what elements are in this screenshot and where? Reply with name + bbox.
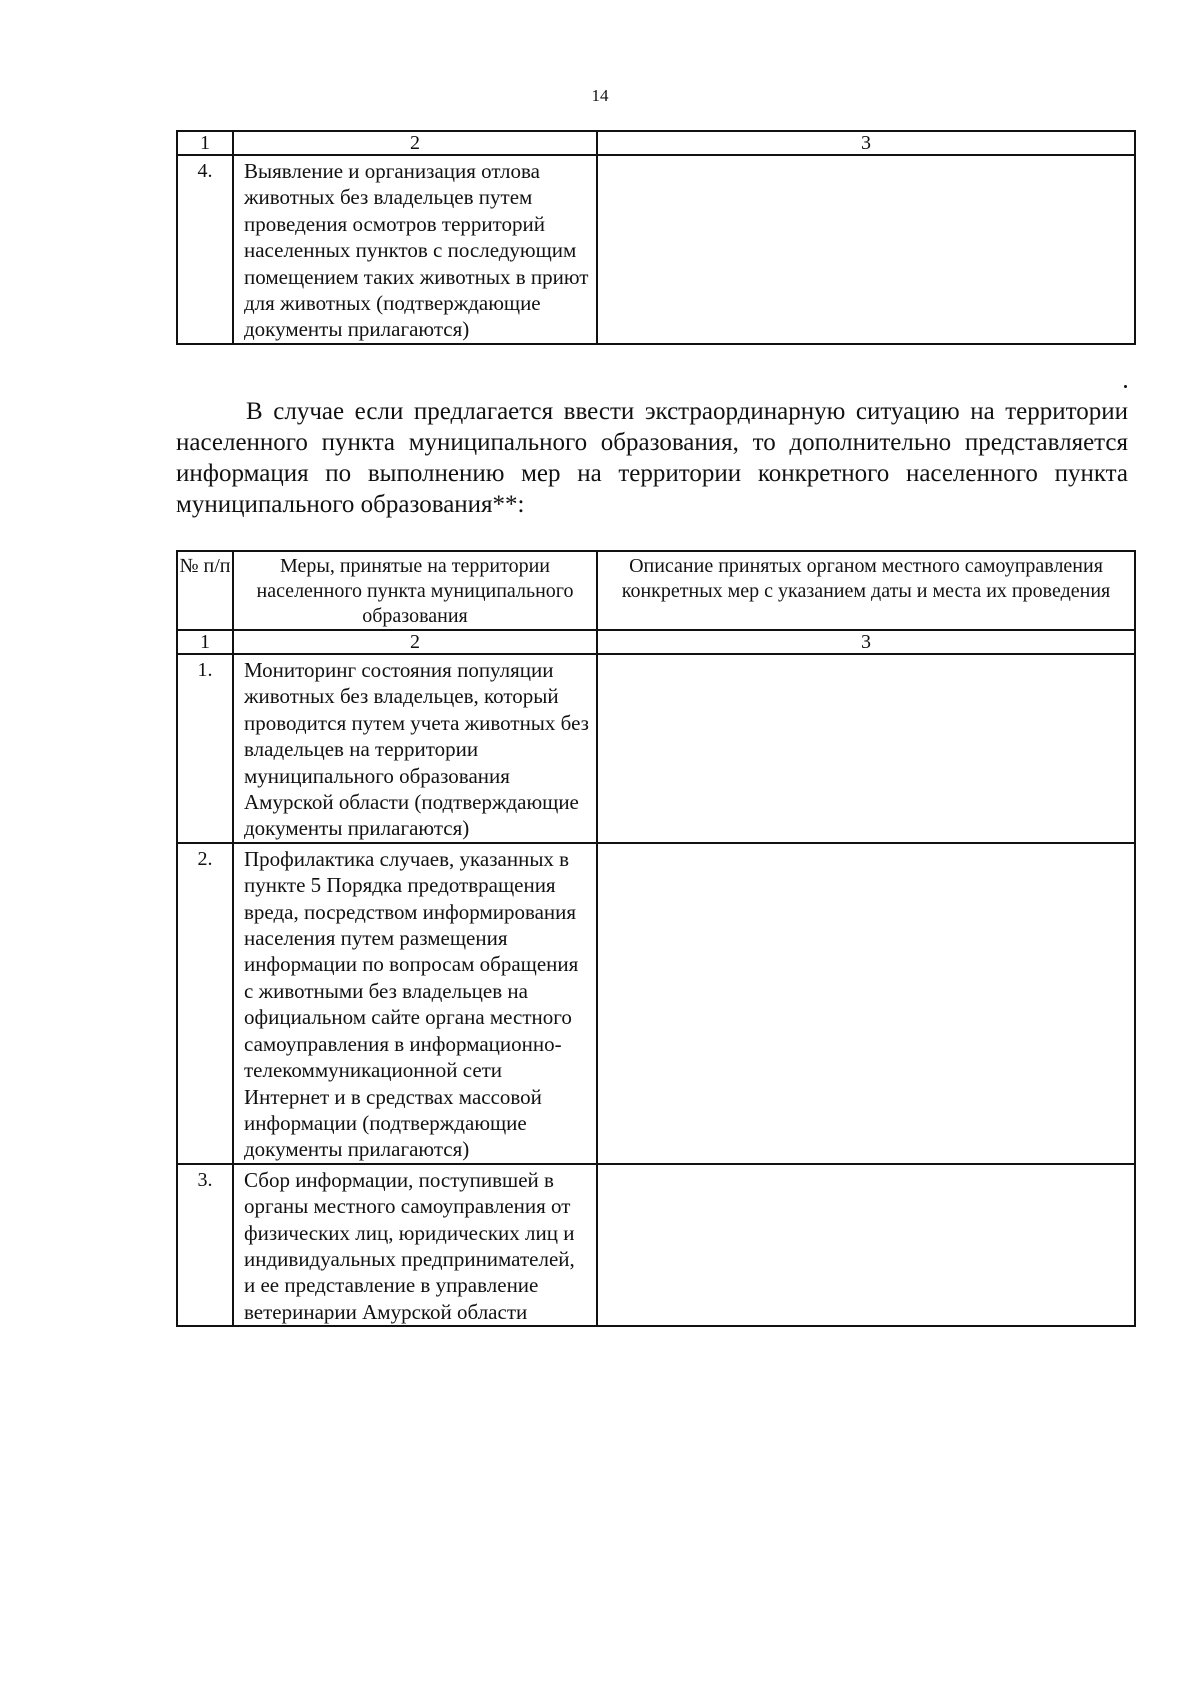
column-number: 1 (177, 630, 233, 654)
description-cell[interactable] (597, 843, 1135, 1164)
description-cell[interactable] (597, 155, 1135, 344)
measure-cell: Мониторинг состояния популяции животных без владельцев, который проводится путем учета животных без владельцев на территории муниципального образования Амурской области (подтверждающие документы прилагаются) (233, 654, 597, 843)
body-paragraph (176, 396, 1128, 520)
row-index: 4. (177, 155, 233, 344)
table-row (177, 155, 1135, 344)
column-number: 3 (597, 131, 1135, 155)
measure-cell: Сбор информации, поступившей в органы местного самоуправления от физических лиц, юридических лиц и индивидуальных предпринимателей, и ее представление в управление ветеринарии Амурской области (233, 1164, 597, 1326)
measure-cell: Выявление и организация отлова животных без владельцев путем проведения осмотров территорий населенных пунктов с последующим помещением таких животных в приют для животных (подтверждающие документы прилагаются) (233, 155, 597, 344)
description-cell[interactable] (597, 1164, 1135, 1326)
page-number: 14 (591, 86, 609, 105)
header-row (177, 551, 1135, 630)
header-description: Описание принятых органом местного самоуправления конкретных мер с указанием даты и места их проведения (597, 551, 1135, 630)
table-row (177, 843, 1135, 1164)
paragraph-text: В случае если предлагается ввести экстраординарную ситуацию на территории населенного пункта муниципального образования, то дополнительно представляется информация по выполнению мер на территории конкретного населенного пункта муниципального образования**: (176, 398, 1128, 518)
column-number-row (177, 630, 1135, 654)
row-index: 1. (177, 654, 233, 843)
table-row (177, 654, 1135, 843)
column-number: 2 (233, 131, 597, 155)
row-index: 2. (177, 843, 233, 1164)
description-cell[interactable] (597, 654, 1135, 843)
continuation-table (176, 130, 1136, 345)
header-number: № п/п (177, 551, 233, 630)
row-index: 3. (177, 1164, 233, 1326)
column-number: 3 (597, 630, 1135, 654)
column-number-row (177, 131, 1135, 155)
table-row (177, 1164, 1135, 1326)
header-measures: Меры, принятые на территории населенного пункта муниципального образования (233, 551, 597, 630)
scan-dot (1124, 385, 1127, 388)
measures-table (176, 550, 1136, 1327)
column-number: 2 (233, 630, 597, 654)
column-number: 1 (177, 131, 233, 155)
measure-cell: Профилактика случаев, указанных в пункте 5 Порядка предотвращения вреда, посредством информирования населения путем размещения информации по вопросам обращения с животными без владельцев на официальном сайте органа местного самоуправления в информационно-телекоммуникационной сети Интернет и в средствах массовой информации (подтверждающие документы прилагаются) (233, 843, 597, 1164)
